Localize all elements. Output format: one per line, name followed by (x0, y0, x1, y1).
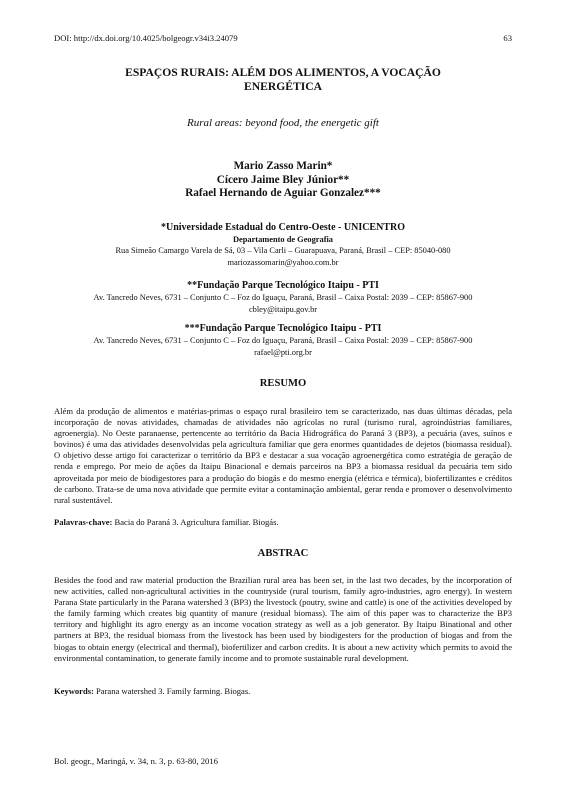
affiliation-email[interactable]: rafael@pti.org.br (254, 347, 312, 357)
keywords-label: Palavras-chave: (54, 517, 113, 527)
page-number: 63 (503, 33, 512, 43)
page-header (54, 33, 512, 45)
author-name: Rafael Hernando de Aguiar Gonzalez*** (185, 187, 381, 199)
author-name: Mario Zasso Marin* (233, 160, 333, 172)
abstract-heading: ABSTRAC (257, 548, 309, 559)
resumo-text: Além da produção de alimentos e matérias-primas o espaço rural brasileiro tem se caracterizado, nas duas últimas décadas, pela incorporação de novas atividades, chamadas de atividades não agrícolas no rural (turismo rural, agroindústrias familiares, agroenergia). No Oeste paranaense, pertencente ao território da Bacia Hidrográfica do Paraná 3 (BP3), a pecuária (aves, suínos e bovinos) é uma das atividades desenvolvidas pela agricultura familiar que gera enormes quantidades de dejetos (biomassa residual). O objetivo desse artigo foi caracterizar o território da BP3 e destacar a sua vocação agroenergética como estratégia de geração de renda e emprego. Por meio de ações da Itaipu Binacional e demais parceiros na BP3 a biomassa residual da pecuária tem sido aproveitada por meio de biodigestores para a produção do biogás e do mesmo energia (elétrica e térmica), biofertilizantes e créditos de carbono. Trata-se de uma nova atividade que permite evitar a contaminação ambiental, gerar renda e promover o desenvolvimento rural sustentável. (54, 406, 512, 505)
article-title (60, 66, 506, 94)
affiliation-2 (54, 280, 512, 315)
affiliation-address: Av. Tancredo Neves, 6731 – Conjunto C – Foz do Iguaçu, Paraná, Brasil – Caixa Postal: 2039 – CEP: 85867-900 (93, 336, 473, 345)
affiliation-address: Av. Tancredo Neves, 6731 – Conjunto C – Foz do Iguaçu, Paraná, Brasil – Caixa Postal: 2039 – CEP: 85867-900 (93, 293, 473, 302)
affiliation-name: **Fundação Parque Tecnológico Itaipu - PTI (187, 280, 379, 291)
affiliation-name: *Universidade Estadual do Centro-Oeste - UNICENTRO (161, 222, 405, 233)
affiliation-address: Rua Simeão Camargo Varela de Sá, 03 – Vila Carli – Guarapuava, Paraná, Brasil – CEP: 85040-080 (115, 246, 451, 255)
affiliation-1 (54, 222, 512, 268)
doi-link[interactable]: DOI: http://dx.doi.org/10.4025/bolgeogr.v34i3.24079 (54, 33, 238, 43)
title-line-1: ESPAÇOS RURAIS: ALÉM DOS ALIMENTOS, A VOCAÇÃO (125, 66, 441, 79)
author-list (60, 160, 506, 201)
abstract-keywords (54, 686, 512, 697)
keywords-label: Keywords: (54, 686, 94, 696)
abstract-text: Besides the food and raw material production the Brazilian rural area has been set, in the last two decades, by the incorporation of new activities, called non-agricultural activities in the countryside (rural tourism, family agro-industries, agro energy). In western Parana State particularly in the Parana watershed 3 (BP3) the livestock (poutry, swine and cattle) is one of the activities developed by the family farming which creates big quantity of manure (residual biomass). The aim of this paper was to characterize the BP3 territory and highlight its agro energy as an income vocation strategy as well as a job generator. By Itaipu Binational and other partners at BP3, the residual biomass from the livestock has been used by biodigesters for the production of biogas and from the biogas to obtain energy (electrical and thermal), biofertilizer and carbon credits. It is about a new activity which permits to avoid the environmental contamination, to generate family income and to promote sustainable rural development. (54, 575, 512, 663)
affiliation-dept: Departamento de Geografia (232, 235, 333, 244)
affiliation-email[interactable]: cbley@itaipu.gov.br (248, 304, 318, 314)
affiliation-3 (54, 323, 512, 358)
keywords-list: Bacia do Paraná 3. Agricultura familiar. Biogás. (112, 517, 279, 527)
affiliation-email[interactable]: mariozassomarin@yahoo.com.br (227, 257, 339, 267)
resumo-keywords (54, 517, 512, 528)
affiliation-name: ***Fundação Parque Tecnológico Itaipu - PTI (184, 323, 382, 334)
article-subtitle: Rural areas: beyond food, the energetic gift (187, 117, 379, 129)
page-footer: Bol. geogr., Maringá, v. 34, n. 3, p. 63-80, 2016 (54, 756, 218, 766)
resumo-heading: RESUMO (259, 378, 307, 389)
author-name: Cícero Jaime Bley Júnior** (216, 173, 350, 186)
keywords-list: Parana watershed 3. Family farming. Biogas. (93, 686, 251, 696)
title-line-2: ENERGÉTICA (244, 80, 322, 93)
